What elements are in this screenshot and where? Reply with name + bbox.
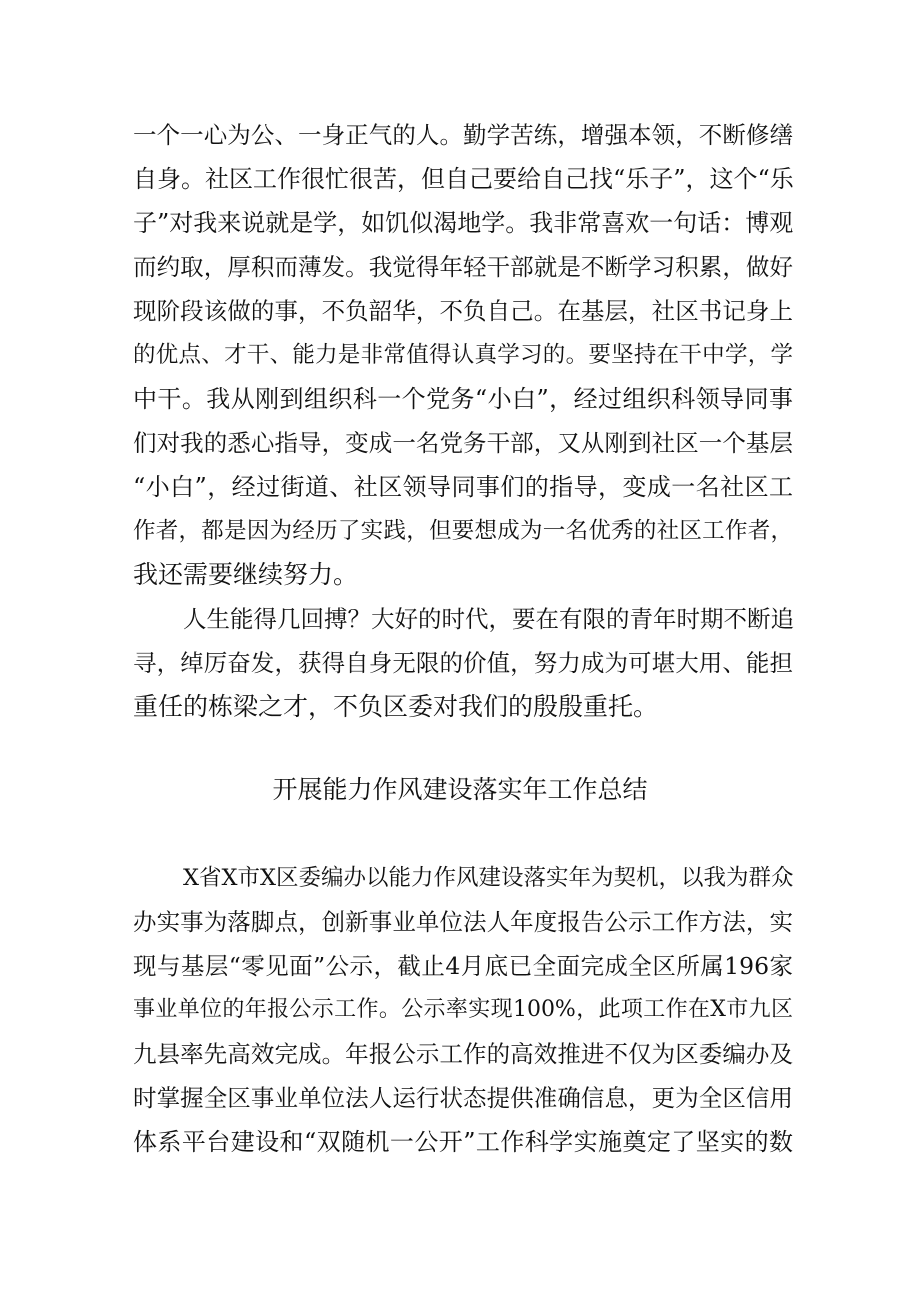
paragraph-3-line: 时掌握全区事业单位法人运行状态提供准确信息，更为全区信用 [133,1084,793,1112]
paragraph-1-line: 一个一心为公、一身正气的人。勤学苦练，增强本领，不断修缮 [133,121,793,149]
paragraph-1-line: “小白”，经过街道、社区领导同事们的指导，变成一名社区工 [133,473,793,501]
section-title: 开展能力作风建设落实年工作总结 [272,775,648,804]
paragraph-2-line: 重任的栋梁之才，不负区委对我们的殷殷重托。 [133,692,659,721]
paragraph-1-line: 子”对我来说就是学，如饥似渴地学。我非常喜欢一句话：博观 [133,209,794,237]
paragraph-1-line: 我还需要继续努力。 [133,560,359,589]
paragraph-3-line: X省X市X区委编办以能力作风建设落实年为契机，以我为群众 [183,865,794,891]
paragraph-2-line: 寻，绰厉奋发，获得自身无限的价值，努力成为可堪大用、能担 [133,649,793,677]
paragraph-1-line: 现阶段该做的事，不负韶华，不负自己。在基层，社区书记身上 [133,297,793,325]
paragraph-1-line: 而约取，厚积而薄发。我觉得年轻干部就是不断学习积累，做好 [133,253,793,281]
paragraph-3-line: 办实事为落脚点，创新事业单位法人年度报告公示工作方法，实 [133,908,793,936]
paragraph-3-line: 现与基层“零见面”公示，截止4月底已全面完成全区所属196家 [133,952,793,980]
paragraph-3-line: 体系平台建设和“双随机一公开”工作科学实施奠定了坚实的数 [133,1128,793,1156]
paragraph-1-line: 的优点、才干、能力是非常值得认真学习的。要坚持在干中学，学 [133,342,793,368]
paragraph-3-line: 九县率先高效完成。年报公示工作的高效推进不仅为区委编办及 [133,1040,793,1068]
paragraph-1-line: 中干。我从刚到组织科一个党务“小白”，经过组织科领导同事 [133,385,793,413]
paragraph-3-line: 事业单位的年报公示工作。公示率实现100%，此项工作在X市九区 [133,997,793,1022]
paragraph-1-line: 们对我的悉心指导，变成一名党务干部，又从刚到社区一个基层 [133,429,793,457]
paragraph-1-line: 自身。社区工作很忙很苦，但自己要给自己找“乐子”，这个“乐 [133,165,794,193]
paragraph-1-line: 作者，都是因为经历了实践，但要想成为一名优秀的社区工作者， [133,518,793,544]
paragraph-2-line: 人生能得几回搏？大好的时代，要在有限的青年时期不断追 [183,605,794,633]
